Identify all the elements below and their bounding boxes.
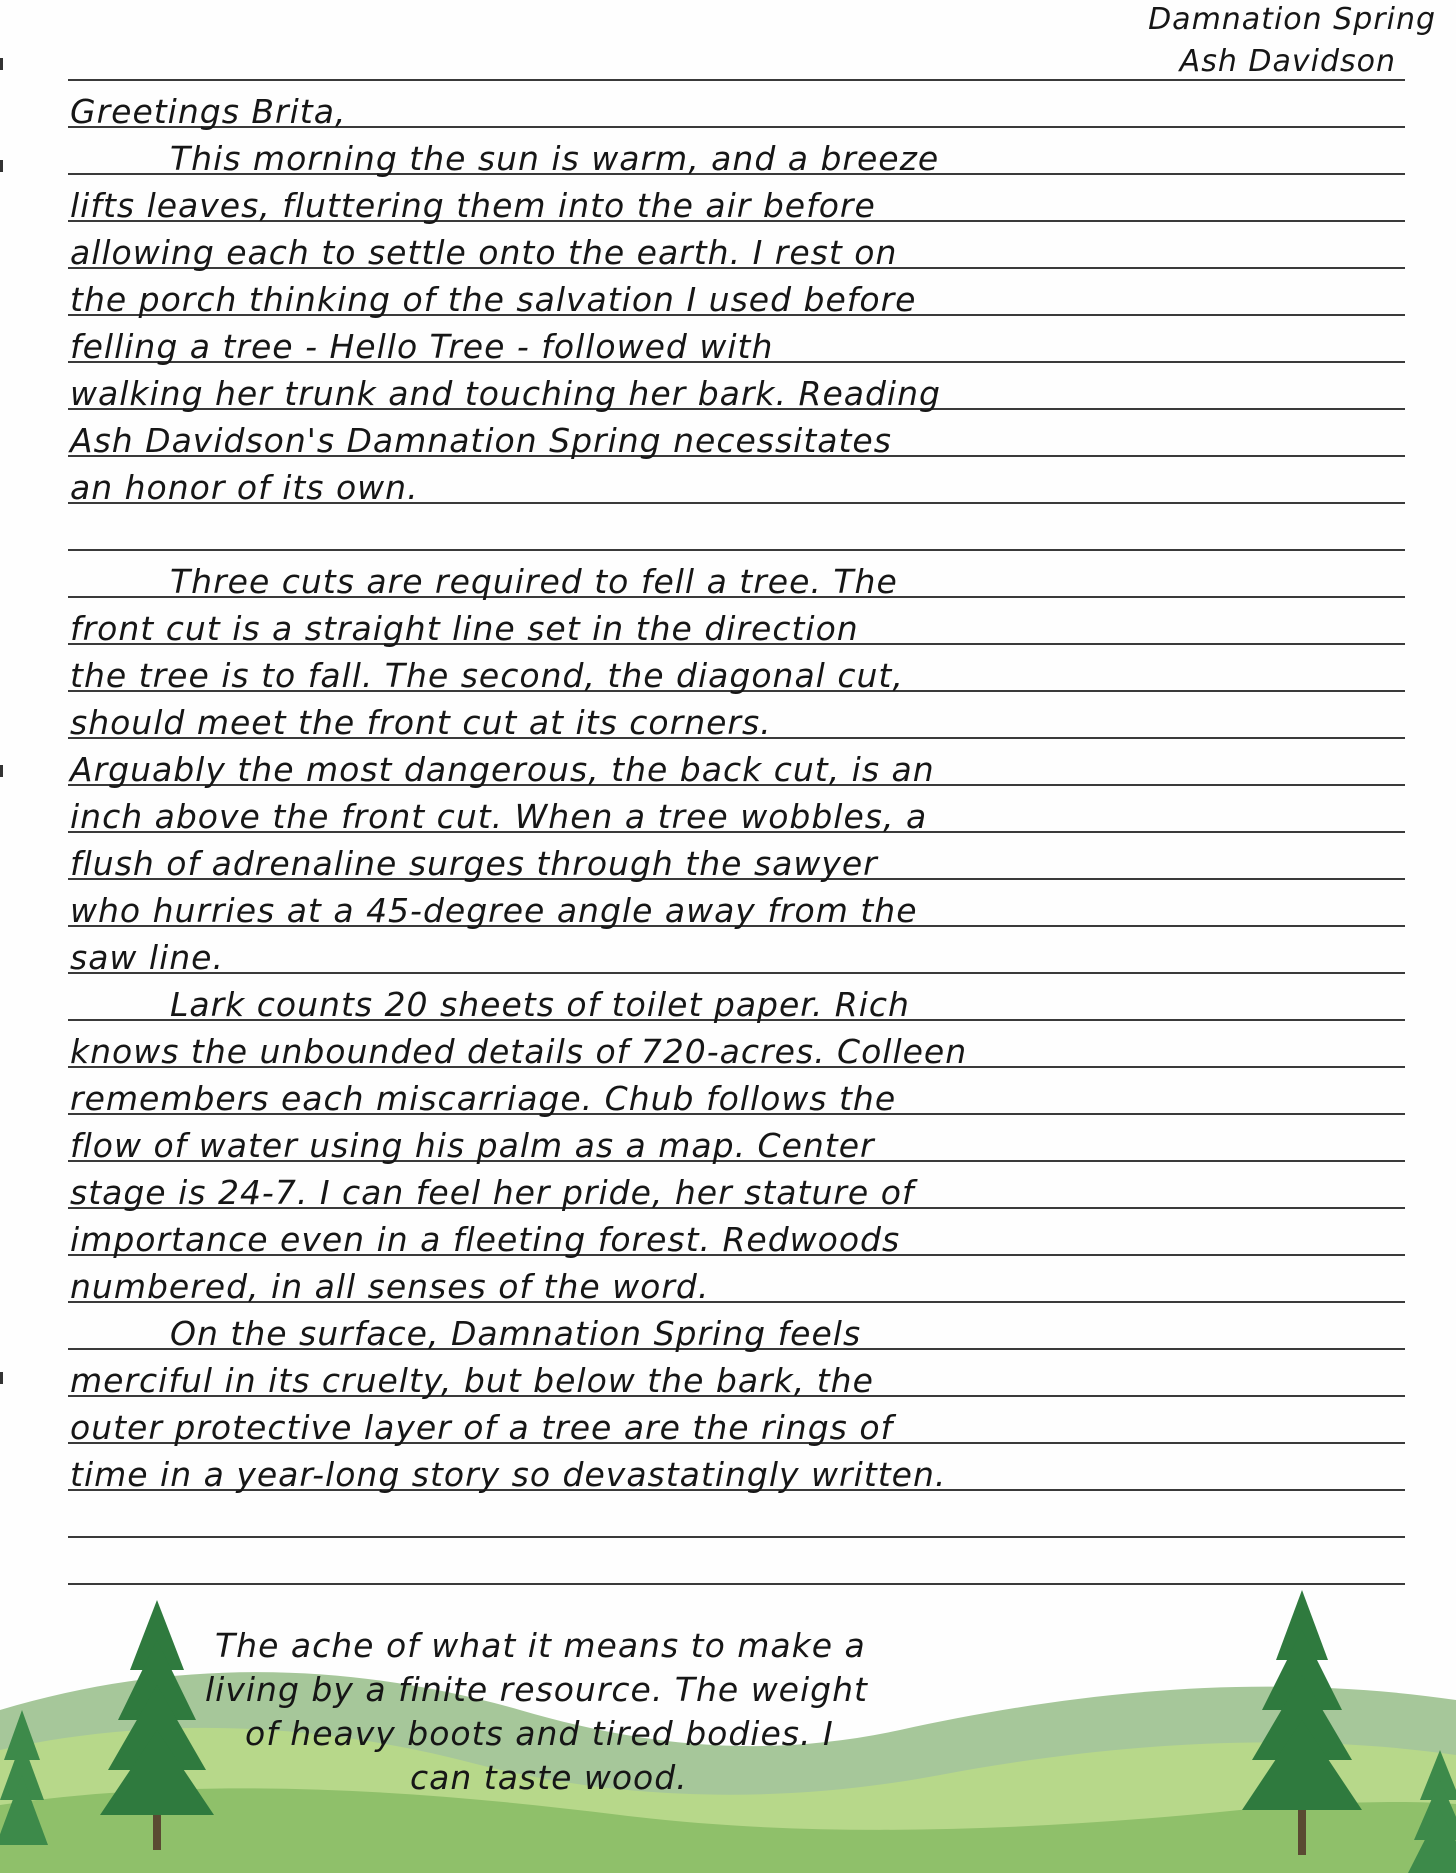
letter-line: This morning the sun is warm, and a breeze	[170, 139, 940, 178]
letter-line: time in a year-long story so devastatingly written.	[70, 1455, 947, 1494]
letter-line: the porch thinking of the salvation I used before	[70, 280, 917, 319]
margin-tick	[0, 1372, 3, 1384]
letter-line: On the surface, Damnation Spring feels	[170, 1314, 862, 1353]
letter-line: front cut is a straight line set in the direction	[70, 609, 859, 648]
header-title: Damnation Spring	[1148, 2, 1436, 37]
letter-line: walking her trunk and touching her bark. Reading	[70, 374, 941, 413]
letter-line: the tree is to fall. The second, the diagonal cut,	[70, 656, 904, 695]
letter-line: The ache of what it means to make a	[215, 1626, 866, 1665]
letter-line: Lark counts 20 sheets of toilet paper. Rich	[170, 985, 910, 1024]
letter-line: saw line.	[70, 938, 224, 977]
letter-line: of heavy boots and tired bodies. I	[245, 1714, 834, 1753]
letter-greeting: Greetings Brita,	[70, 92, 347, 131]
letter-line: can taste wood.	[410, 1758, 688, 1797]
letter-line: stage is 24-7. I can feel her pride, her stature of	[70, 1173, 915, 1212]
letter-line: living by a finite resource. The weight	[205, 1670, 868, 1709]
letter-line: merciful in its cruelty, but below the bark, the	[70, 1361, 874, 1400]
letter-line: inch above the front cut. When a tree wobbles, a	[70, 797, 928, 836]
letter-line: an honor of its own.	[70, 468, 419, 507]
letter-line: flow of water using his palm as a map. Center	[70, 1126, 875, 1165]
header-author: Ash Davidson	[1179, 44, 1396, 79]
letter-line: importance even in a fleeting forest. Redwoods	[70, 1220, 901, 1259]
letter-line: numbered, in all senses of the word.	[70, 1267, 710, 1306]
letter-line: felling a tree - Hello Tree - followed with	[70, 327, 774, 366]
letter-line: outer protective layer of a tree are the rings of	[70, 1408, 894, 1447]
letter-line: who hurries at a 45-degree angle away from the	[70, 891, 918, 930]
letter-line: should meet the front cut at its corners.	[70, 703, 772, 742]
letter-line: lifts leaves, fluttering them into the air before	[70, 186, 876, 225]
letter-line: knows the unbounded details of 720-acres. Colleen	[70, 1032, 968, 1071]
margin-tick	[0, 160, 3, 172]
letter-line: flush of adrenaline surges through the sawyer	[70, 844, 878, 883]
letter-line: Arguably the most dangerous, the back cut, is an	[70, 750, 935, 789]
margin-tick	[0, 765, 3, 777]
letter-line: allowing each to settle onto the earth. I rest on	[70, 233, 898, 272]
letter-line: remembers each miscarriage. Chub follows the	[70, 1079, 897, 1118]
letter-line: Ash Davidson's Damnation Spring necessitates	[70, 421, 892, 460]
margin-tick	[0, 58, 3, 70]
letter-line: Three cuts are required to fell a tree. The	[170, 562, 898, 601]
